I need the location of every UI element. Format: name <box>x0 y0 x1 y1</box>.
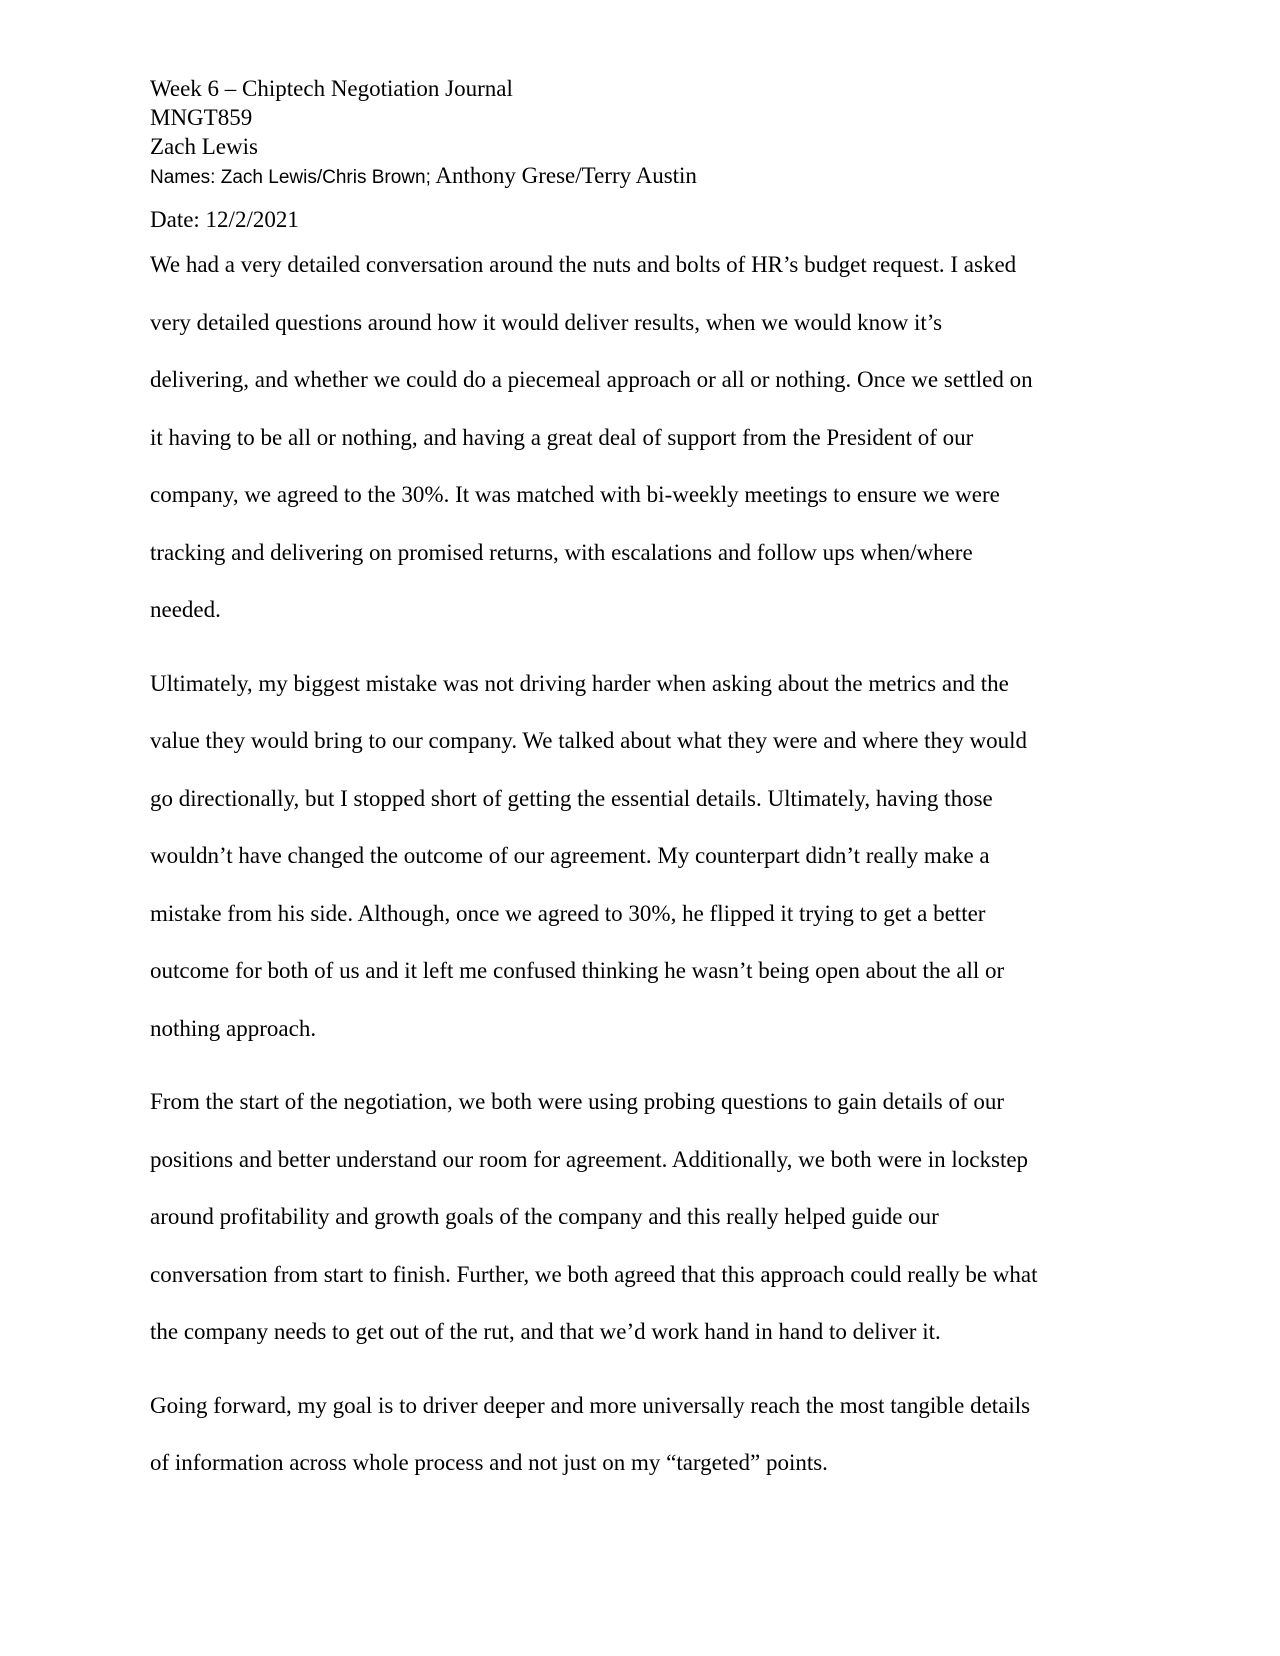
names-rest: Anthony Grese/Terry Austin <box>430 163 697 188</box>
paragraph-line: mistake from his side. Although, once we agreed to 30%, he flipped it trying to get a better <box>150 900 986 926</box>
paragraph-line: Going forward, my goal is to driver deeper and more universally reach the most tangible details <box>150 1392 1031 1418</box>
paragraph-1 <box>150 250 1130 653</box>
paragraph-line: outcome for both of us and it left me confused thinking he wasn’t being open about the all or <box>150 958 1005 983</box>
paragraph-line: the company needs to get out of the rut, and that we’d work hand in hand to deliver it. <box>150 1319 941 1344</box>
paragraph-line: it having to be all or nothing, and having a great deal of support from the President of our <box>150 424 974 450</box>
paragraph-line: conversation from start to finish. Further, we both agreed that this approach could really be what <box>150 1261 1038 1287</box>
paragraph-line: value they would bring to our company. We talked about what they were and where they would <box>150 728 1028 753</box>
paragraph-line: nothing approach. <box>150 1015 317 1041</box>
paragraph-line: needed. <box>150 597 221 622</box>
paragraph-line: delivering, and whether we could do a piecemeal approach or all or nothing. Once we settled on <box>150 367 1033 392</box>
date-line: Date: 12/2/2021 <box>150 207 299 232</box>
paragraph-line: tracking and delivering on promised returns, with escalations and follow ups when/where <box>150 539 973 565</box>
paragraph-line: From the start of the negotiation, we both were using probing questions to gain details of our <box>150 1089 1005 1114</box>
names-line <box>150 161 1130 192</box>
paragraph-2 <box>150 669 1130 1072</box>
paragraph-4 <box>150 1391 1130 1506</box>
paragraph-line: We had a very detailed conversation around the nuts and bolts of HR’s budget request. I asked <box>150 252 1017 277</box>
paragraph-line: of information across whole process and not just on my “targeted” points. <box>150 1450 828 1475</box>
document-title: Week 6 – Chiptech Negotiation Journal <box>150 76 513 101</box>
paragraph-line: very detailed questions around how it would deliver results, when we would know it’s <box>150 309 943 335</box>
paragraph-line: wouldn’t have changed the outcome of our agreement. My counterpart didn’t really make a <box>150 843 990 868</box>
course-code: MNGT859 <box>150 105 253 130</box>
document-content <box>150 74 1130 1506</box>
names-label: Names: Zach Lewis/Chris Brown; <box>150 167 431 188</box>
paragraph-3 <box>150 1087 1130 1375</box>
paragraph-line: company, we agreed to the 30%. It was matched with bi-weekly meetings to ensure we were <box>150 482 1000 507</box>
paragraph-line: go directionally, but I stopped short of getting the essential details. Ultimately, having those <box>150 785 993 811</box>
author-name: Zach Lewis <box>150 134 258 159</box>
paragraph-line: positions and better understand our room for agreement. Additionally, we both were in lockstep <box>150 1146 1029 1172</box>
paragraph-line: Ultimately, my biggest mistake was not driving harder when asking about the metrics and the <box>150 670 1009 696</box>
paragraph-line: around profitability and growth goals of the company and this really helped guide our <box>150 1204 939 1229</box>
